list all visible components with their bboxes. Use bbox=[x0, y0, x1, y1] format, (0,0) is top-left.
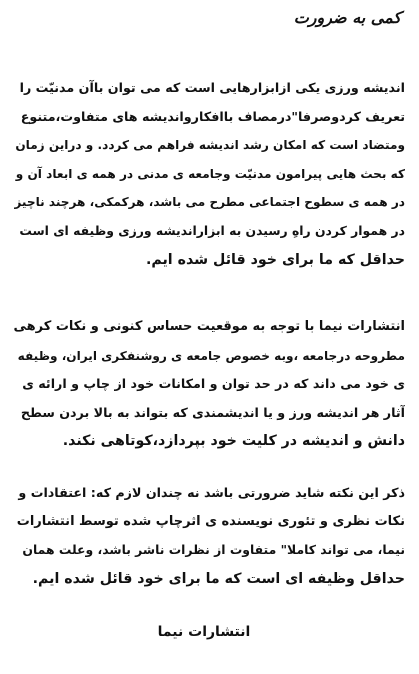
paragraph-line: ذکر این نکته شاید ضرورتی باشد نه چندان لازم که: اعتقادات و bbox=[18, 485, 405, 500]
paragraph-line: در همه ی سطوح اجتماعی مطرح می باشد، هرکمکی، هرچند ناچیز bbox=[14, 195, 405, 210]
paragraph-2 bbox=[14, 313, 405, 456]
paragraph-line: نیما، می تواند کاملا" متفاوت از نظرات ناشر باشد، وعلت همان bbox=[22, 542, 405, 558]
paragraph-line: در هموار کردن راهِ رسیدن به ابزاراندیشه ورزی وظیفه ای است bbox=[19, 222, 405, 238]
paragraph-3 bbox=[14, 479, 405, 593]
paragraph-line: انتشارات نیما با توجه به موقعیت حساس کنونی و نکات کرهی bbox=[14, 319, 405, 334]
paragraph-line: آثار هر اندیشه ورز و یا اندیشمندی که بتواند به بالا بردن سطح bbox=[20, 404, 405, 420]
paragraph-line: ی خود می داند که در حد توان و امکانات خود از چاپ و ارائه ی bbox=[22, 376, 405, 392]
paragraph-line: ومتضاد است که امکان رشد اندیشه فراهم می کردد. و دراین زمان bbox=[15, 138, 405, 153]
paragraph-line: که بحث هایی پیرامون مدنیّت وجامعه ی مدنی در همه ی ابعاد آن و bbox=[15, 166, 405, 181]
publisher-signature: انتشارات نیما bbox=[157, 624, 251, 640]
paragraph-line: نکات نظری و تئوری نویسنده ی اثرچاپ شده توسط انتشارات bbox=[16, 513, 405, 529]
paragraph-1 bbox=[14, 74, 405, 274]
paragraph-line: مطروحه درجامعه ،وبه خصوص جامعه ی روشنفکری ایران، وظیفه bbox=[17, 348, 405, 363]
paragraph-line: تعریف کردوصرفا"درمصاف باافکارواندیشه های متفاوت،متنوع bbox=[20, 108, 405, 124]
paragraph-line: دانش و اندیشه در کلیت خود بپردازد،کوتاهی نکند. bbox=[62, 433, 405, 450]
page-heading: کمی به ضرورت bbox=[293, 8, 401, 27]
paragraph-line: حداقل وظیفه ای است که ما برای خود قائل شده ایم. bbox=[32, 570, 405, 587]
paragraph-line: حداقل که ما برای خود قائل شده ایم. bbox=[145, 251, 405, 268]
paragraph-line: اندیشه ورزی یکی ازابزارهایی است که می توان باآن مدنیّت را bbox=[19, 80, 405, 95]
